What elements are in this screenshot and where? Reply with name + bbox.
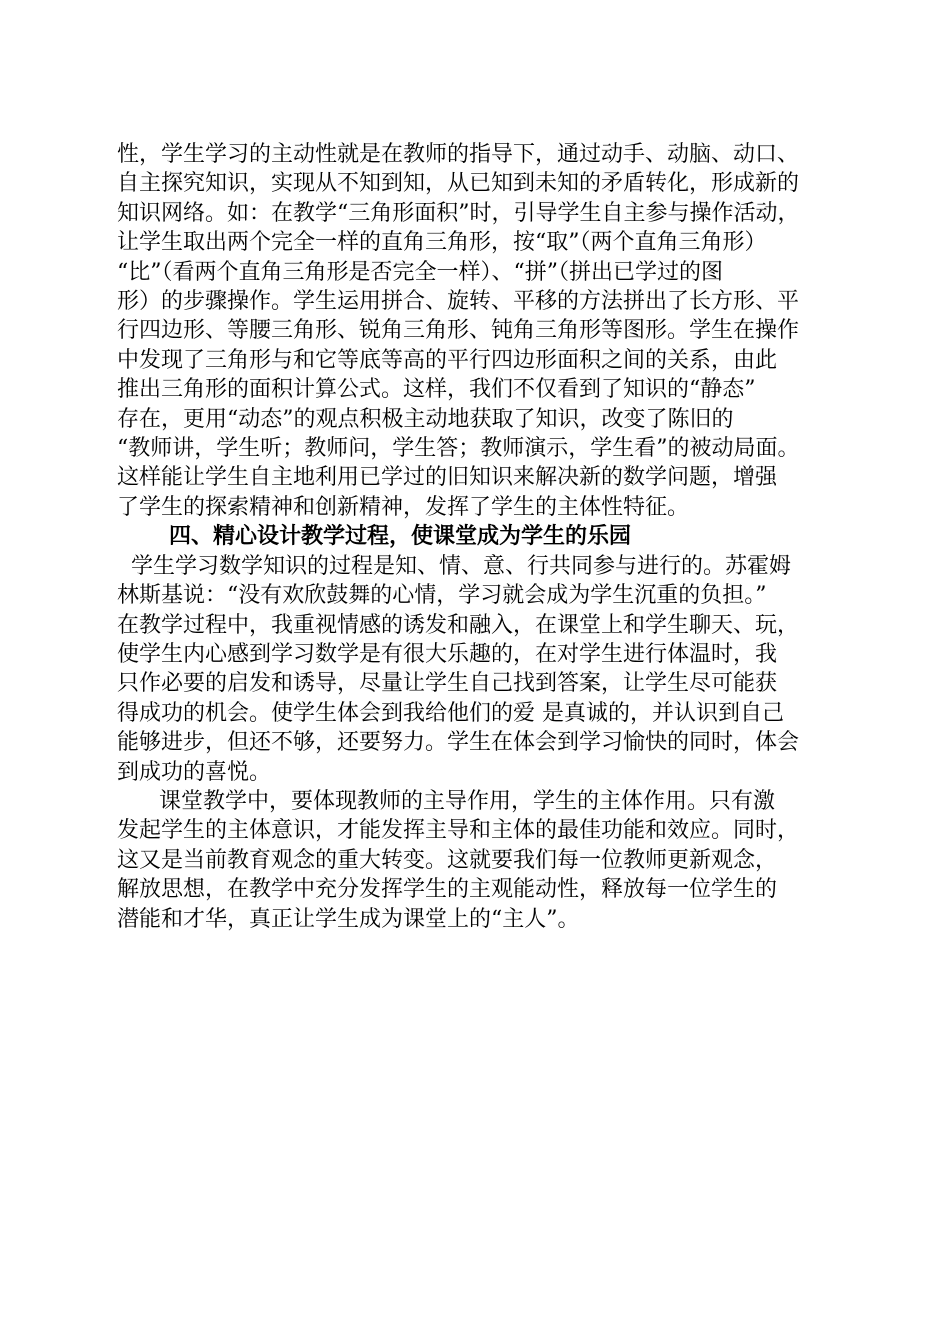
text-line: 中发现了三角形与和它等底等高的平行四边形面积之间的关系，由此: [117, 347, 778, 373]
text-line: 形）的步骤操作。学生运用拼合、旋转、平移的方法拼出了长方形、平: [117, 289, 800, 315]
text-line: 林斯基说：“没有欢欣鼓舞的心情，学习就会成为学生沉重的负担。”: [117, 583, 767, 609]
text-line: 能够进步，但还不够，还要努力。学生在体会到学习愉快的同时，体会: [117, 730, 800, 756]
text-line: 推出三角形的面积计算公式。这样，我们不仅看到了知识的“静态”: [117, 377, 756, 403]
text-line: “教师讲，学生听；教师问，学生答；教师演示，学生看”的被动局面。: [117, 436, 800, 462]
text-line: 性，学生学习的主动性就是在教师的指导下，通过动手、动脑、动口、: [117, 142, 800, 167]
text-line: 只作必要的启发和诱导，尽量让学生自己找到答案，让学生尽可能获: [117, 671, 778, 697]
text-line: 得成功的机会。使学生体会到我给他们的爱 是真诚的，并认识到自己: [117, 700, 784, 726]
text-line: 自主探究知识，实现从不知到知，从已知到未知的矛盾转化，形成新的: [117, 171, 800, 197]
text-line: 学生学习数学知识的过程是知、情、意、行共同参与进行的。苏霍姆: [117, 553, 791, 579]
text-line: 这样能让学生自主地利用已学过的旧知识来解决新的数学问题，增强: [117, 465, 778, 491]
paragraph-1: [117, 140, 877, 522]
text-line: 发起学生的主体意识，才能发挥主导和主体的最佳功能和效应。同时，: [117, 818, 800, 844]
document-body: [117, 140, 877, 934]
text-line: 解放思想，在教学中充分发挥学生的主观能动性，释放每一位学生的: [117, 877, 778, 903]
text-line: 课堂教学中，要体现教师的主导作用，学生的主体作用。只有激: [117, 788, 775, 814]
paragraph-2: [117, 552, 877, 787]
text-line: 让学生取出两个完全一样的直角三角形，按“取”（两个直角三角形）: [117, 230, 767, 256]
text-line: 潜能和才华，真正让学生成为课堂上的“主人”。: [117, 906, 580, 932]
section-heading-4: 四、精心设计教学过程，使课堂成为学生的乐园: [169, 524, 632, 550]
text-line: 知识网络。如：在教学“三角形面积”时，引导学生自主参与操作活动，: [117, 200, 800, 226]
paragraph-3: [117, 787, 877, 934]
text-line: 到成功的喜悦。: [117, 759, 272, 785]
text-line: 在教学过程中，我重视情感的诱发和融入，在课堂上和学生聊天、玩，: [117, 612, 800, 638]
text-line: 行四边形、等腰三角形、锐角三角形、钝角三角形等图形。学生在操作: [117, 318, 800, 344]
text-line: 这又是当前教育观念的重大转变。这就要我们每一位教师更新观念，: [117, 847, 778, 873]
text-line: 使学生内心感到学习数学是有很大乐趣的，在对学生进行体温时，我: [117, 641, 778, 667]
text-line: 了学生的探索精神和创新精神，发挥了学生的主体性特征。: [117, 494, 690, 520]
text-line: 存在，更用“动态”的观点积极主动地获取了知识，改变了陈旧的: [117, 406, 734, 432]
text-line: “比”（看两个直角三角形是否完全一样）、“拼”（拼出已学过的图: [117, 259, 723, 285]
